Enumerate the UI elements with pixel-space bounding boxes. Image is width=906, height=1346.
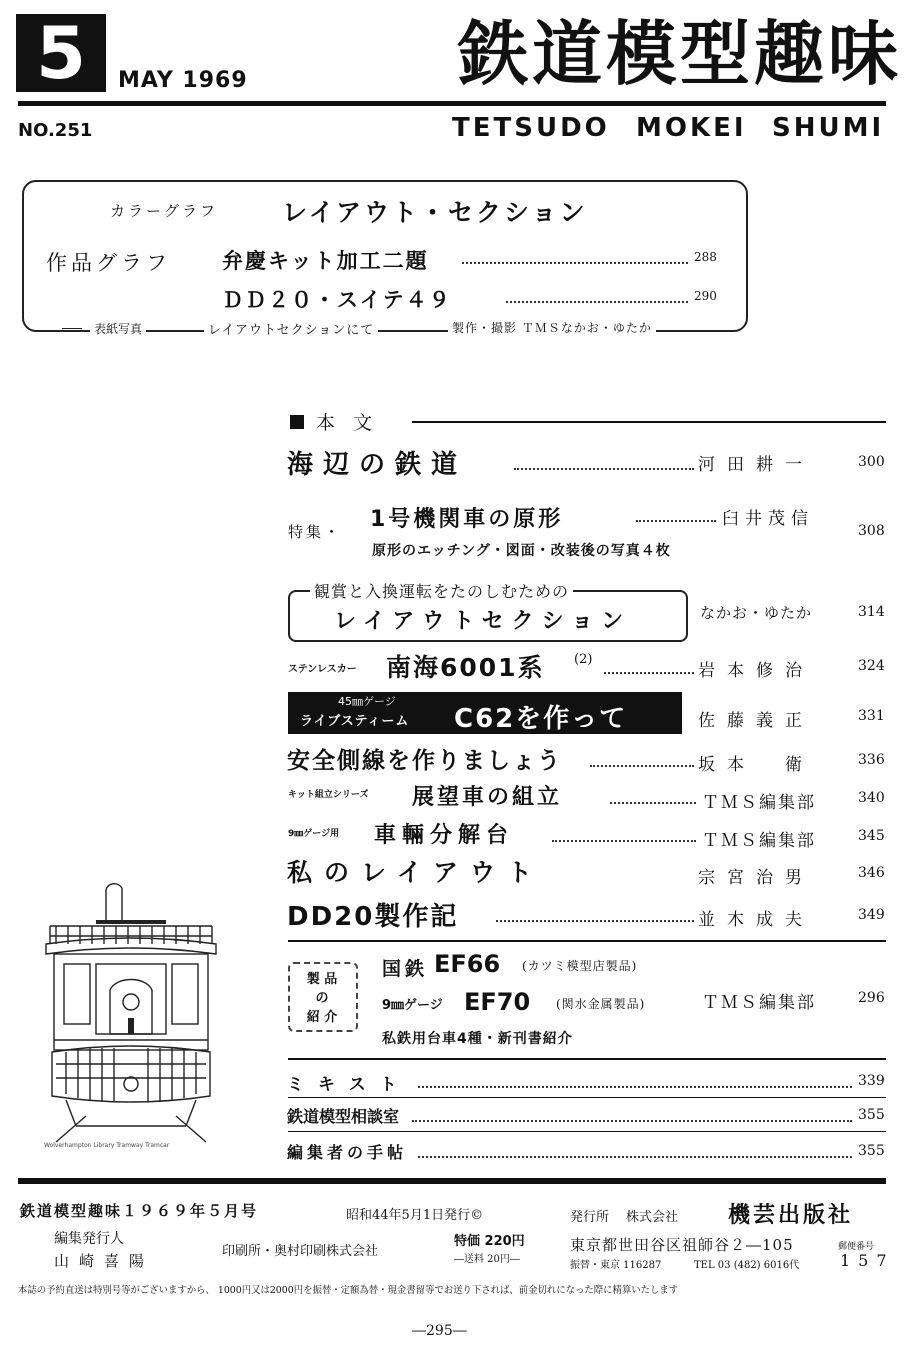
cover-text: レイアウトセクションにて	[204, 319, 378, 338]
colophon-tel: TEL 03 (482) 6016代	[694, 1260, 800, 1271]
products-label-2: の	[315, 991, 329, 1006]
illustration-caption: Wolverhampton Library Tramway Tramcar	[44, 1142, 170, 1149]
products-label-3: 紹 介	[306, 1010, 338, 1025]
page-number: 340	[858, 790, 885, 806]
colophon-postal-code: 157	[840, 1251, 895, 1270]
divider	[288, 1058, 886, 1060]
colophon-postal-label: 郵便番号	[838, 1242, 875, 1252]
page-number: 300	[858, 454, 885, 470]
product-line2-b: EF70	[464, 988, 531, 1016]
toc-title: 海辺の鉄道	[287, 450, 468, 480]
issue-number: 5	[16, 14, 106, 92]
color-graph-heading: レイアウト・セクション	[282, 198, 588, 227]
colophon-publisher-type: 株式会社	[626, 1210, 679, 1225]
toc-prefix: 特集・	[288, 523, 343, 541]
leader	[496, 920, 694, 922]
toc-title-line1: 観賞と入換運転をたのしむための	[310, 579, 573, 602]
toc-author: 河田耕一	[698, 455, 814, 475]
toc-title: 私のレイアウト	[287, 858, 545, 887]
toc-title: 展望車の組立	[412, 785, 563, 810]
colophon-mag: 鉄道模型趣味１９６９年５月号	[20, 1202, 259, 1220]
roman-title-3: SHUMI	[772, 113, 885, 143]
work-graph-item-1: 弁慶キット加工二題	[222, 249, 429, 273]
colophon-editor-label: 編集発行人	[54, 1231, 124, 1247]
honbun-label: 本 文	[316, 412, 379, 434]
leader	[506, 301, 688, 303]
cover-line-left	[62, 328, 82, 329]
magazine-title: 鉄道模型趣味	[458, 13, 902, 95]
page-number: 345	[858, 828, 885, 844]
toc-author: 臼井茂信	[722, 509, 814, 529]
honbun-rule	[412, 421, 886, 423]
product-line3: 私鉄用台車4種・新刊書紹介	[382, 1031, 573, 1047]
page-number: 355	[858, 1107, 885, 1123]
toc-title: DD20製作記	[287, 902, 459, 932]
leader	[412, 1120, 852, 1122]
colophon-address: 東京都世田谷区祖師谷２―105	[570, 1236, 794, 1254]
colophon-rule	[18, 1178, 886, 1184]
leader	[610, 802, 696, 804]
toc-author: 佐藤義正	[698, 711, 814, 731]
leader	[604, 672, 694, 674]
toc-author: 岩本修治	[698, 661, 814, 681]
misc-title: 鉄道模型相談室	[287, 1107, 400, 1126]
toc-pre-line2: ライブスティーム	[300, 714, 410, 729]
page-number: 290	[694, 289, 717, 303]
page-number: 336	[858, 752, 885, 768]
roman-title-2: MOKEI	[636, 113, 747, 143]
toc-prefix: ステンレスカー	[288, 664, 357, 675]
misc-title: 編集者の手帖	[287, 1143, 408, 1162]
toc-title: 南海6001系	[386, 653, 545, 682]
toc-title: 車輛分解台	[374, 823, 515, 848]
toc-author: 並木成夫	[698, 910, 814, 930]
misc-title: ミキスト	[287, 1075, 411, 1095]
products-label-1: 製 品	[306, 972, 338, 987]
colophon-postage: ―送料 20円―	[454, 1254, 520, 1265]
color-graph-label: カラーグラフ	[110, 202, 219, 220]
toc-pre-line1: 45㎜ゲージ	[338, 695, 396, 708]
toc-title: C62を作って	[454, 704, 628, 734]
cover-label: 表紙写真	[90, 320, 146, 337]
cover-credit: 製作・撮影 ＴＭＳなかお・ゆたか	[448, 319, 656, 336]
product-line1-a: 国鉄	[382, 958, 429, 980]
toc-author: ＴＭＳ編集部	[702, 793, 816, 813]
page-number: 314	[858, 604, 885, 620]
page-number: 349	[858, 907, 885, 923]
product-line1-b: EF66	[434, 950, 501, 978]
colophon-publisher-label: 発行所	[570, 1210, 610, 1225]
toc-title: 1号機関車の原形	[370, 507, 564, 532]
section-marker	[290, 415, 304, 429]
product-author: ＴＭＳ編集部	[702, 993, 816, 1013]
page-number: 331	[858, 708, 885, 724]
issue-serial: NO.251	[18, 120, 93, 141]
product-line1-c: (カツミ模型店製品)	[522, 959, 638, 973]
colophon-issued: 昭和44年5月1日発行©	[346, 1208, 484, 1223]
product-line2-a: 9㎜ゲージ	[382, 998, 443, 1013]
toc-author: 宗宮治男	[698, 868, 814, 888]
leader	[418, 1156, 852, 1158]
page-number: 339	[858, 1073, 885, 1089]
toc-suffix: (2)	[574, 652, 593, 667]
leader	[590, 765, 694, 767]
page-number: 324	[858, 658, 885, 674]
work-graph-item-2: ＤＤ２０・スイテ４９	[222, 288, 452, 312]
work-graph-label: 作品グラフ	[46, 251, 171, 275]
page-number: 288	[694, 250, 717, 264]
colophon-notice: 本誌の予約直送は特別号等がございますから、 1000円又は2000円を振替・定額為替・現金書留等でお送り下されば、前金切れになった際に精算いたします	[18, 1285, 679, 1296]
colophon-publisher: 機芸出版社	[728, 1203, 854, 1228]
colophon-editor: 山崎喜陽	[54, 1252, 155, 1270]
page-number: 355	[858, 1143, 885, 1159]
divider	[288, 1097, 886, 1098]
divider	[288, 940, 886, 942]
colophon-account: 振替・東京 116287	[570, 1260, 662, 1271]
toc-prefix: 9㎜ゲージ用	[288, 829, 340, 839]
divider	[288, 1131, 886, 1132]
toc-author: ＴＭＳ編集部	[702, 831, 816, 851]
leader	[418, 1086, 852, 1088]
page-number: 308	[858, 523, 885, 539]
toc-title: 安全側線を作りましょう	[287, 748, 562, 774]
roman-title-1: TETSUDO	[452, 113, 610, 143]
issue-date: MAY 1969	[118, 68, 248, 93]
toc-subtitle: 原形のエッチング・図面・改装後の写真４枚	[372, 543, 671, 559]
colophon-printer: 印刷所・奥村印刷株式会社	[222, 1244, 379, 1259]
toc-prefix: キット組立シリーズ	[288, 790, 369, 800]
toc-title-line2: レイアウトセクション	[334, 609, 632, 634]
page-number: 296	[858, 990, 885, 1006]
leader	[636, 520, 716, 522]
product-line2-c: (関水金属製品)	[556, 997, 646, 1011]
page-number: 346	[858, 865, 885, 881]
leader	[514, 468, 694, 470]
masthead-rule	[18, 101, 886, 106]
leader	[462, 262, 688, 264]
colophon-price: 特価 220円	[454, 1234, 525, 1249]
toc-author: なかお・ゆたか	[700, 604, 813, 622]
leader	[552, 840, 696, 842]
page-footer-number: ―295―	[412, 1323, 467, 1339]
tram-illustration	[36, 880, 226, 1152]
toc-author: 坂本 衛	[698, 755, 814, 775]
